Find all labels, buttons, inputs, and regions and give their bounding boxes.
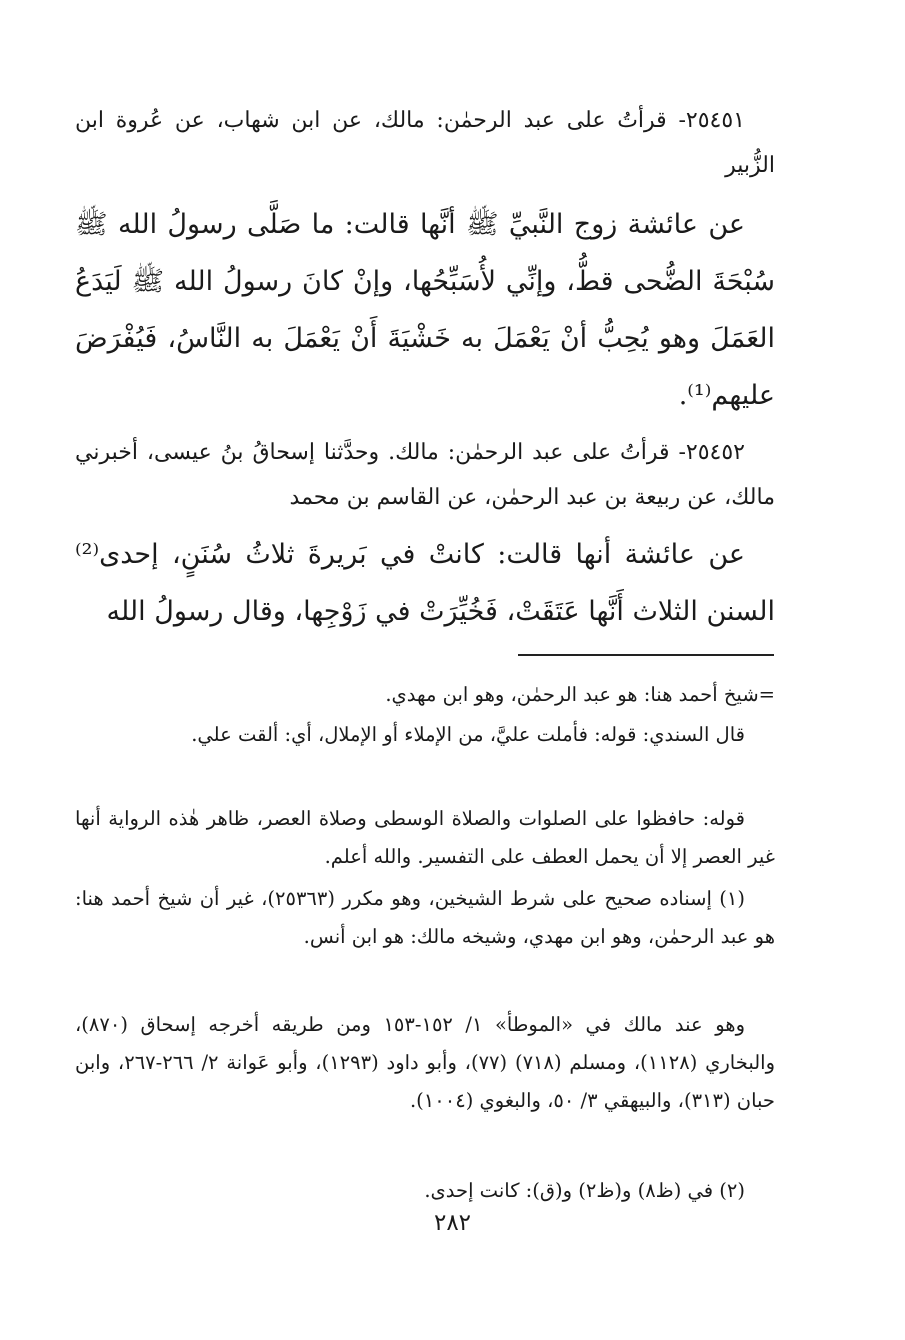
footnote-sindi: قال السندي: قوله: فأملت عليَّ، من الإملاء أو الإملال، أي: ألقت علي. bbox=[191, 723, 745, 746]
hadith-25451-text: عن عائشة زوج النَّبيِّ ﷺ أنَّها قالت: ما صَلَّى رسولُ الله ﷺ سُبْحَةَ الضُّحى قطُّ، وإنِّي لأُسَبِّحُها، وإنْ كانَ رسولُ الله ﷺ لَيَدَعُ العَمَلَ وهو يُحِبُّ أنْ يَعْمَلَ به خَشْيَةَ أَنْ يَعْمَلَ به النَّاسُ، فَيُفْرَضَ عليهم⁽¹⁾. bbox=[75, 209, 775, 411]
footnote-1-takhrij: وهو عند مالك في «الموطأ» ١/ ١٥٢-١٥٣ ومن طريقه أخرجه إسحاق (٨٧٠)، والبخاري (١١٢٨)، ومسلم (٧١٨) (٧٧)، وأبو داود (١٢٩٣)، وأبو عَوانة ٢/ ٢٦٦-٢٦٧، وابن حبان (٣١٣)، والبيهقي ٣/ ٥٠، والبغوي (١٠٠٤). bbox=[75, 1013, 775, 1112]
hadith-25452-text: عن عائشة أنها قالت: كانتْ في بَريرةَ ثلاثُ سُنَنٍ، إحدى⁽²⁾ السنن الثلاث أَنَّها عَتَقَتْ، فَخُيِّرَتْ في زَوْجِها، وقال رسولُ الله bbox=[75, 539, 775, 627]
footnote-continuation: =شيخ أحمد هنا: هو عبد الرحمٰن، وهو ابن مهدي. bbox=[385, 683, 775, 706]
footnote-sindi-2: قوله: حافظوا على الصلوات والصلاة الوسطى وصلاة العصر، ظاهر هٰذه الرواية أنها غير العصر إلا أن يحمل العطف على التفسير. والله أعلم. bbox=[75, 807, 775, 868]
footnote-1: (١) إسناده صحيح على شرط الشيخين، وهو مكرر (٢٥٣٦٣)، غير أن شيخ أحمد هنا: هو عبد الرحمٰن، وهو ابن مهدي، وشيخه مالك: هو ابن أنس. bbox=[75, 887, 775, 948]
footnote-separator bbox=[518, 654, 774, 656]
hadith-25451-header: ٢٥٤٥١- قرأتُ على عبد الرحمٰن: مالك، عن ابن شهاب، عن عُروة ابن الزُّبير bbox=[75, 108, 775, 178]
page-number: ٢٨٢ bbox=[433, 1210, 472, 1236]
hadith-25452-header: ٢٥٤٥٢- قرأتُ على عبد الرحمٰن: مالك. وحدَّثنا إسحاقُ بنُ عيسى، أخبرني مالك، عن ربيعة بن عبد الرحمٰن، عن القاسم بن محمد bbox=[75, 440, 775, 510]
footnote-2: (٢) في (ظ٨) و(ظ٢) و(ق): كانت إحدى. bbox=[424, 1179, 745, 1202]
